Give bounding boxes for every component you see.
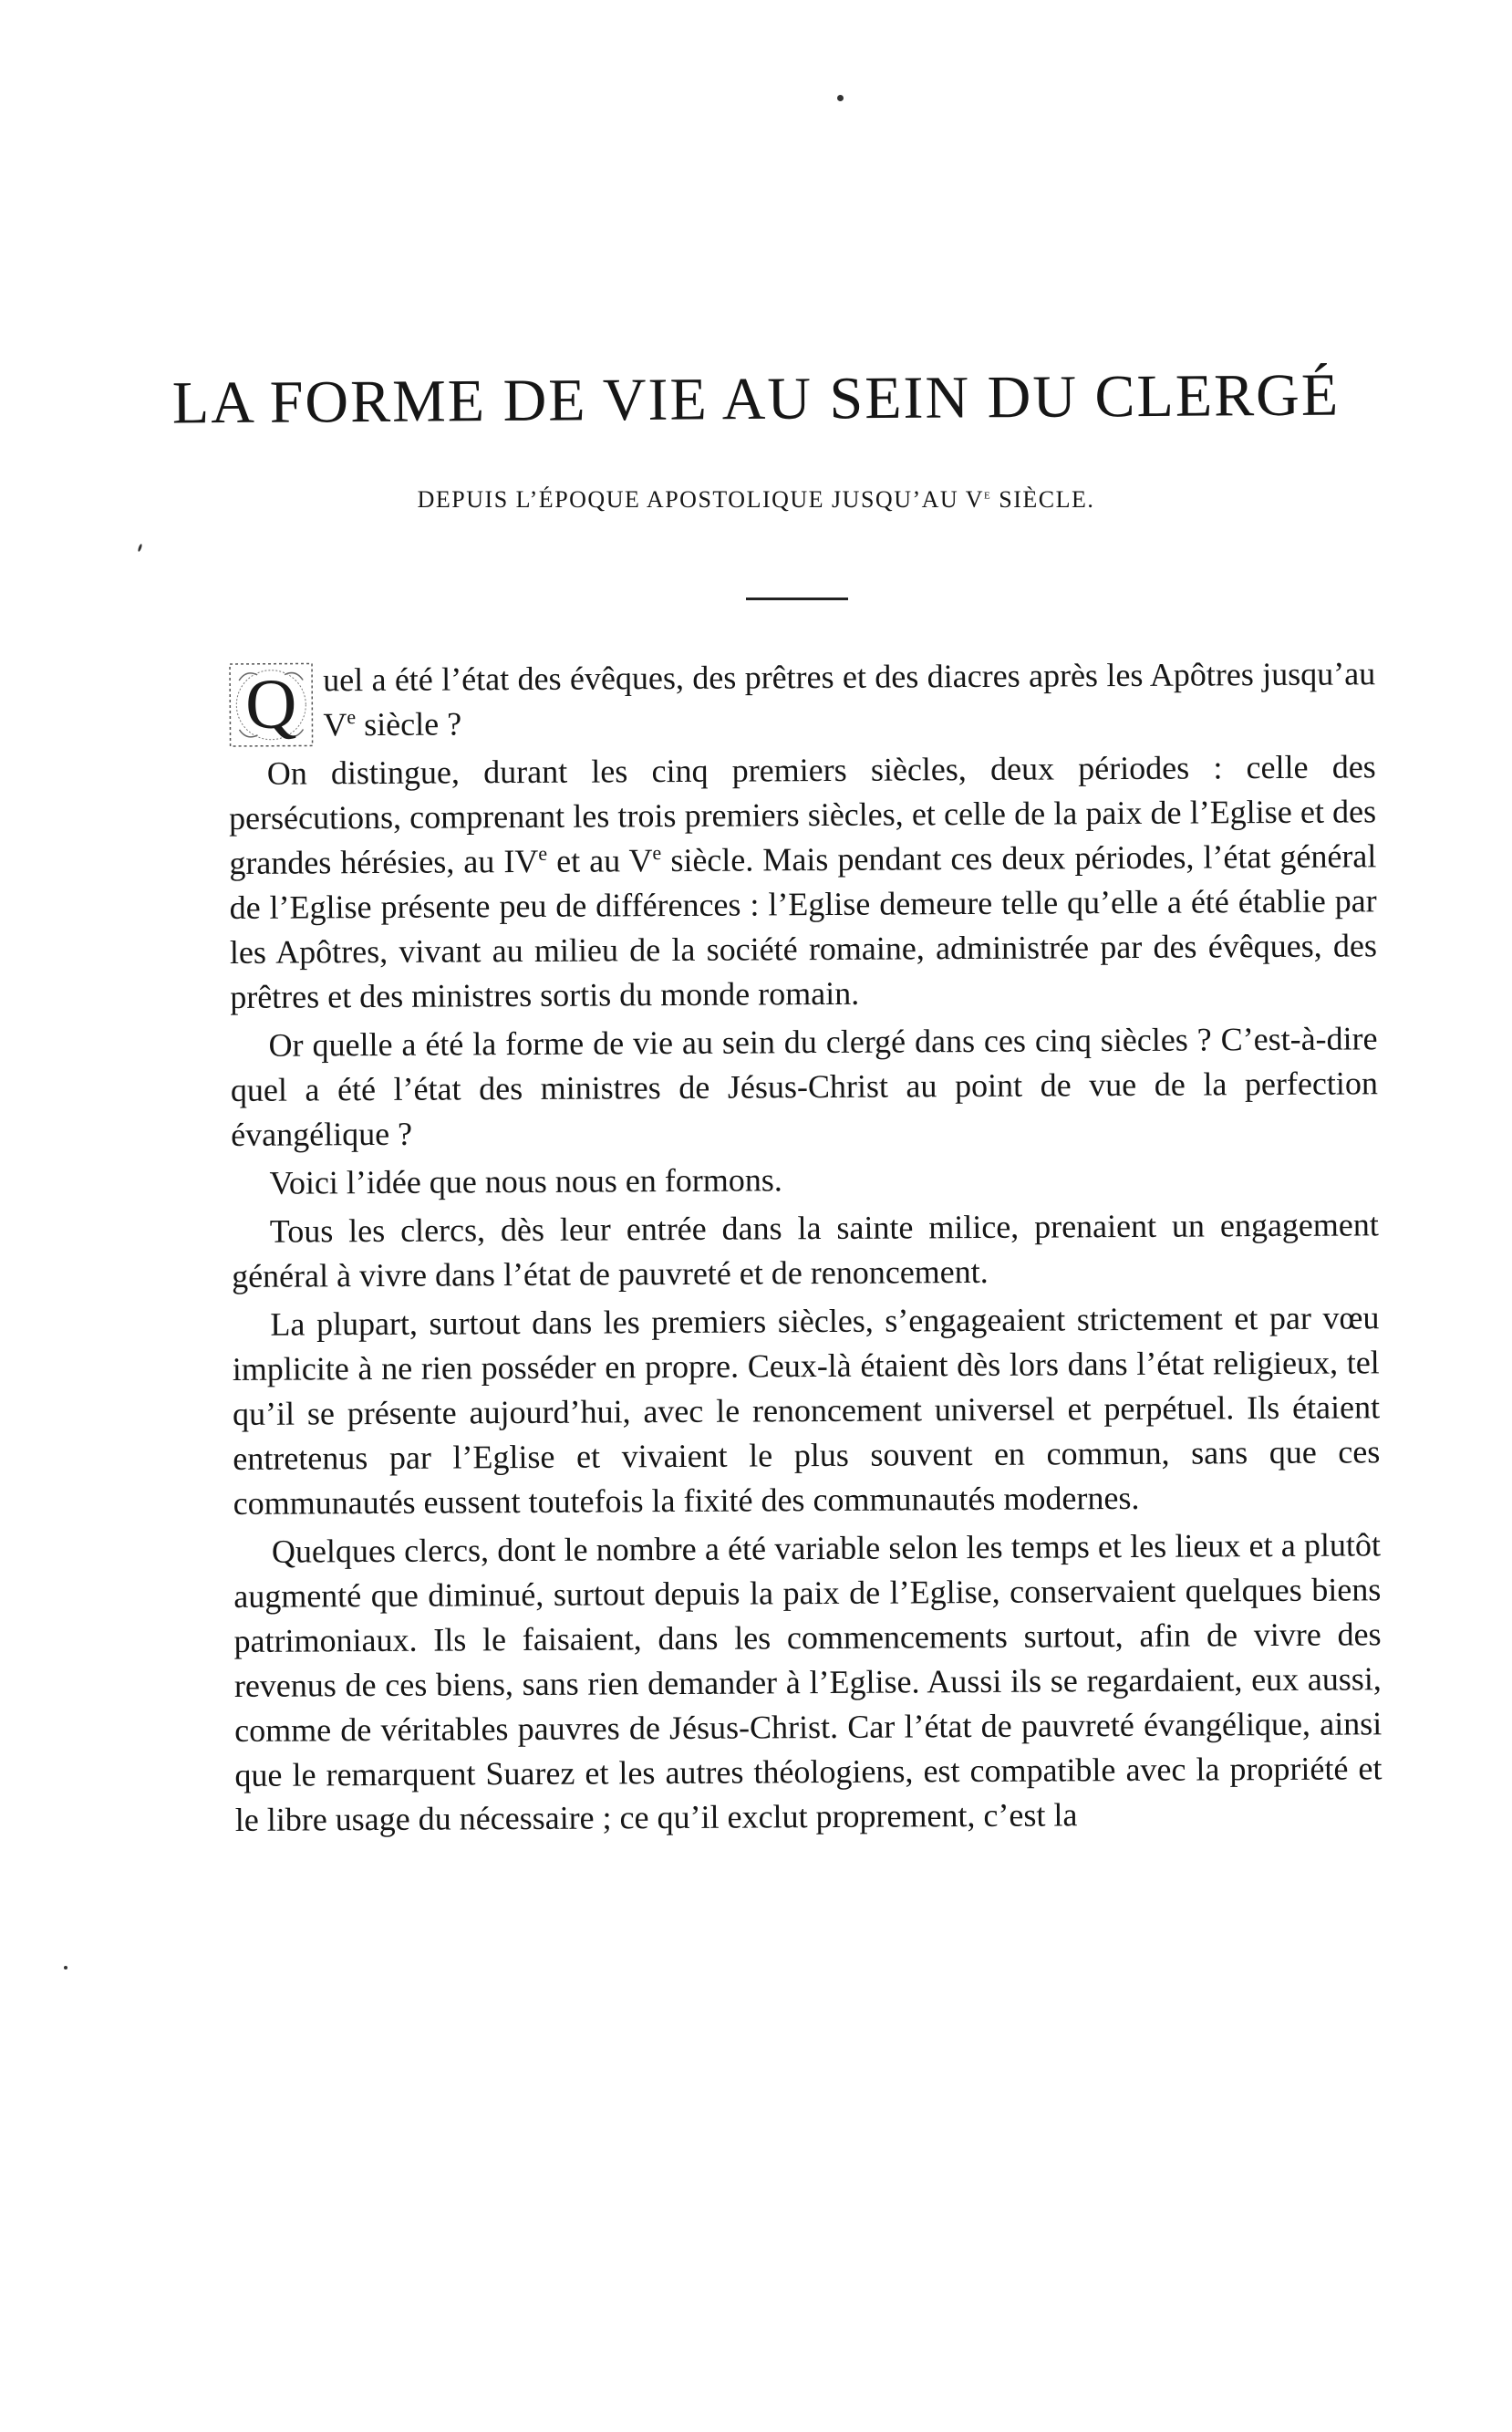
superscript: e [347, 705, 357, 729]
paragraph-2-text-c: siècle. Mais pendant ces deux périodes, l’état général de l’Eglise présente peu de différences : l’Eglise demeure telle qu’elle a été établie par les Apôtres, vivant au milieu de la société romaine, administrée par des évêques, des prêtres et des ministres sortis du monde romain. [229, 837, 1378, 1015]
subtitle-text: DEPUIS L’ÉPOQUE APOSTOLIQUE JUSQU’AU V [417, 486, 984, 513]
dropcap-letter: Q [244, 663, 297, 743]
paragraph-1-end: siècle ? [356, 705, 462, 743]
paragraph-4: Voici l’idée que nous nous en formons. [269, 1161, 782, 1201]
title-divider [746, 598, 848, 600]
paragraph-2-text-b: et au V [547, 842, 653, 879]
subtitle-superscript: e [984, 486, 992, 503]
paragraph-1-text: uel a été l’état des évêques, des prêtres et des diacres après les Apôtres jusqu’au V [323, 655, 1376, 743]
scan-speck [138, 544, 143, 552]
page-subtitle [0, 486, 1512, 514]
paragraph-6: La plupart, surtout dans les premiers siècles, s’engageaient strictement et par vœu implicite à ne rien posséder en propre. Ceux-là étaient dès lors dans l’état religieux, tel qu’il se présente aujourd’hui, avec le renoncement universel et perpétuel. Ils étaient entretenus par l’Eglise et vivaient le plus souvent en commun, sans que ces communautés eussent toutefois la fixité des communautés modernes. [232, 1299, 1381, 1522]
paragraph-5: Tous les clercs, dès leur entrée dans la sainte milice, prenaient un engagement général à vivre dans l’état de pauvreté et de renoncement. [232, 1206, 1379, 1294]
paragraph-2-text-a: On distingue, durant les cinq premiers siècles, deux périodes : celle des persécutions, comprenant les trois premiers siècles, et celle de la paix de l’Eglise et des grandes hérésies, au IV [228, 748, 1377, 881]
page-title: LA FORME DE VIE AU SEIN DU CLERGÉ [171, 361, 1341, 437]
paragraph-1 [228, 651, 1376, 748]
subtitle-text-end: SIÈCLE. [991, 486, 1095, 513]
paragraph-2 [229, 744, 1378, 1020]
scan-speck [837, 95, 844, 101]
article-body [228, 651, 1383, 1846]
superscript: e [538, 841, 548, 865]
dropcap-ornament-icon [228, 661, 315, 748]
ornamental-dropcap-q [228, 661, 315, 748]
paragraph-7: Quelques clercs, dont le nombre a été variable selon les temps et les lieux et a plutôt augmenté que diminué, surtout depuis la paix de l’Eglise, conservaient quelques biens patrimoniaux. Ils le faisaient, dans les commencements surtout, afin de vivre des revenus de ces biens, sans rien demander à l’Eglise. Aussi ils se regardaient, eux aussi, comme de véritables pauvres de Jésus-Christ. Car l’état de pauvreté évangélique, ainsi que le remarquent Suarez et les autres théologiens, est compatible avec la propriété et le libre usage du nécessaire ; ce qu’il exclut proprement, c’est la [233, 1526, 1383, 1838]
superscript: e [652, 841, 662, 865]
scan-speck [64, 1966, 67, 1970]
paragraph-3: Or quelle a été la forme de vie au sein du clergé dans ces cinq siècles ? C’est-à-dire quel a été l’état des ministres de Jésus-Christ au point de vue de la perfection évangélique ? [230, 1020, 1378, 1153]
